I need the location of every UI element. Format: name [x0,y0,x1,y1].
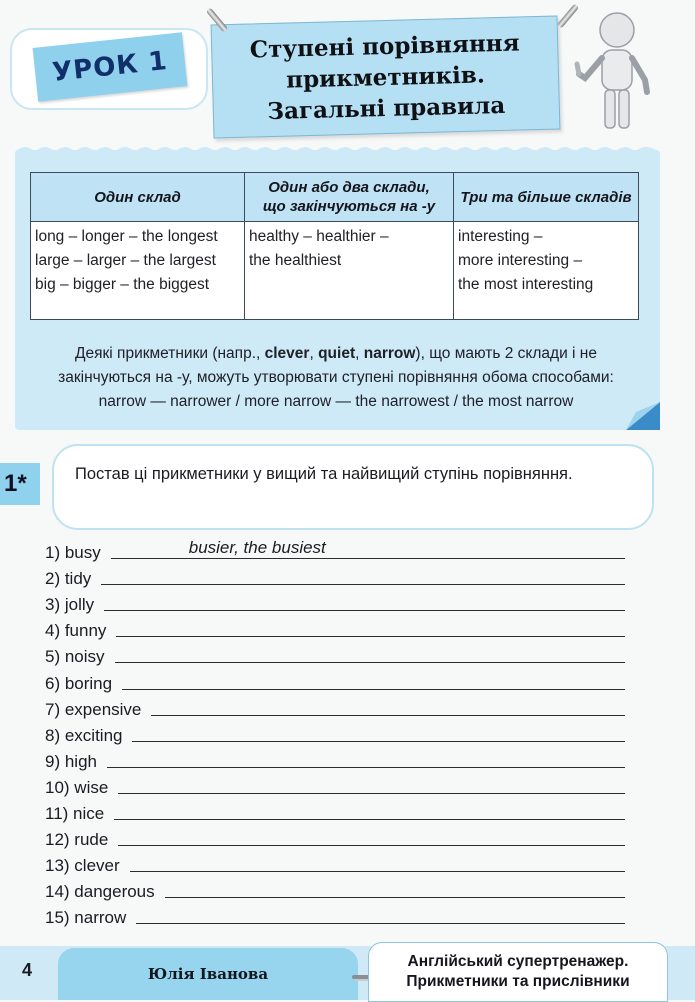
table-cell-line: healthy – healthier – [249,228,389,245]
table-cell-line: long – longer – the longest [35,228,218,245]
item-label: 13) clever [45,856,120,876]
item-label: 14) dangerous [45,882,155,902]
table-cell-y-ending [245,222,454,320]
table-header-three-syllables: Три та більше складів [454,173,639,222]
table-cell-line: large – larger – the largest [35,252,216,269]
answer-field[interactable] [107,747,625,768]
comparison-rules-table [30,172,639,320]
answer-field[interactable] [118,825,625,846]
thumbs-up-figure-icon [565,8,675,138]
list-item [45,903,625,929]
answer-field[interactable]: busier, the busiest [111,538,625,559]
answer-field[interactable] [122,669,625,690]
item-label: 9) high [45,751,97,771]
rule-note [30,342,642,414]
book-title-line-1: Англійський супертренажер. [407,953,629,970]
item-label: 11) nice [45,804,105,824]
list-item [45,851,625,877]
table-header-one-syllable: Один склад [31,173,245,222]
title-line-1: Ступені порівняння [249,28,520,64]
answer-field[interactable] [136,903,625,924]
title-line-2: прикметників. [285,60,486,94]
note-line-1: Деякі прикметники (напр., clever, quiet, narrow), що мають 2 склади і не [75,345,597,362]
answer-field[interactable] [130,851,625,872]
exercise-list [45,538,625,929]
list-item [45,721,625,747]
item-label: 3) jolly [45,595,95,615]
item-label: 1) busy [45,543,101,563]
answer-field[interactable] [114,799,625,820]
task-number: 1* [0,463,40,505]
table-cell-three-syllables [454,222,639,320]
list-item [45,590,625,616]
task-instruction-box [52,444,654,530]
list-item [45,538,625,564]
item-label: 15) narrow [45,908,127,928]
answer-field[interactable] [118,773,625,794]
table-header-y-ending: Один або два склади, що закінчуються на -у [245,173,454,222]
answer-field[interactable] [115,642,625,663]
answer-field[interactable] [165,877,625,898]
title-line-3: Загальні правила [267,91,506,125]
page-title [211,15,561,138]
item-label: 2) tidy [45,569,92,589]
author-name: Юлія Іванова [147,965,269,983]
lesson-label-text: УРОК 1 [50,46,170,88]
page-number: 4 [22,960,33,980]
answer-field[interactable] [104,590,625,611]
table-cell-one-syllable [31,222,245,320]
list-item [45,799,625,825]
list-item [45,877,625,903]
answer-field[interactable] [116,616,625,637]
answer-field[interactable] [151,695,625,716]
table-cell-line: the most interesting [458,276,594,293]
table-cell-line: big – bigger – the biggest [35,276,210,293]
list-item [45,668,625,694]
item-label: 12) rude [45,830,109,850]
table-cell-line: interesting – [458,228,543,245]
answer-field[interactable] [101,564,625,585]
item-label: 10) wise [45,777,109,797]
list-item [45,616,625,642]
page-curl-icon [626,402,660,430]
list-item [45,695,625,721]
list-item [45,773,625,799]
note-line-3: narrow — narrower / more narrow — the narrowest / the most narrow [98,393,574,410]
book-title-tab [368,942,668,1002]
list-item [45,747,625,773]
list-item [45,564,625,590]
item-label: 6) boring [45,673,113,693]
author-tab [58,948,358,1000]
table-cell-line: the healthiest [249,252,342,269]
item-label: 5) noisy [45,647,105,667]
table-cell-line: more interesting – [458,252,583,269]
item-label: 4) funny [45,621,107,641]
item-label: 8) exciting [45,725,123,745]
task-instruction: Постав ці прикметники у вищий та найвищий ступінь порівняння. [75,465,573,483]
answer-field[interactable] [132,721,625,742]
list-item [45,642,625,668]
book-title-line-2: Прикметники та прислівники [406,973,630,990]
note-line-2: закінчуються на -у, можуть утворювати ступені порівняння обома способами: [58,369,614,386]
list-item [45,825,625,851]
item-label: 7) expensive [45,699,142,719]
